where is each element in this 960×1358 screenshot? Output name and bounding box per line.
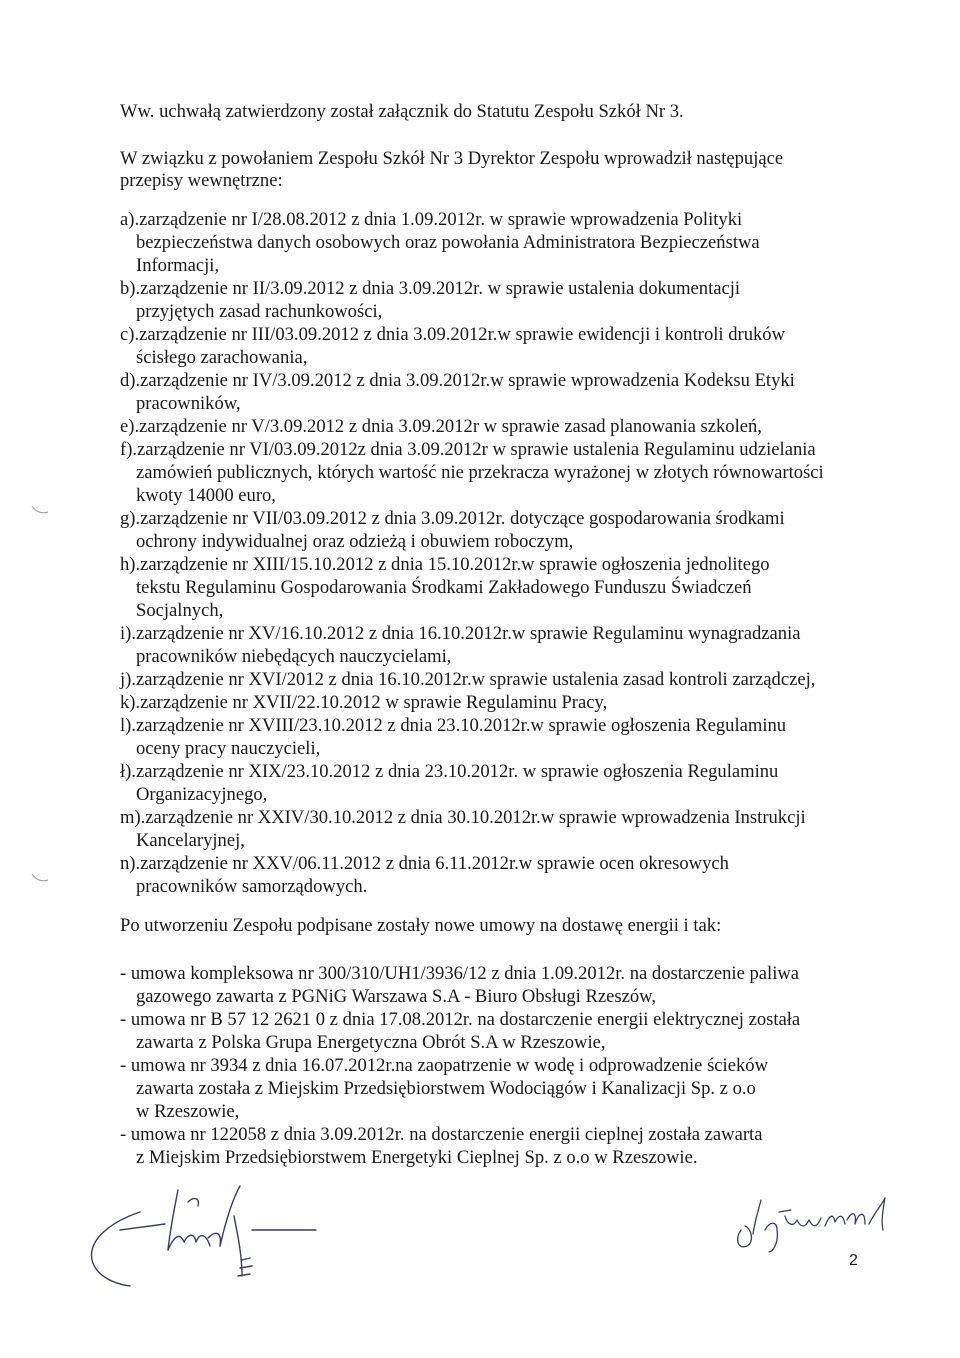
contract-item-cont: z Miejskim Przedsiębiorstwem Energetyki Cieplnej Sp. z o.o w Rzeszowie. (136, 1147, 698, 1168)
order-item-i-cont: pracowników niebędących nauczycielami, (136, 646, 452, 667)
order-item-a-cont: Informacji, (136, 255, 220, 276)
order-item-g-cont: ochrony indywidualnej oraz odzieżą i obuwiem roboczym, (136, 531, 574, 552)
order-item-a: a).zarządzenie nr I/28.08.2012 z dnia 1.09.2012r. w sprawie wprowadzenia Polityki (120, 209, 743, 230)
order-item-l-stroke-cont: Organizacyjnego, (136, 784, 268, 805)
contracts-intro: Po utworzeniu Zespołu podpisane zostały nowe umowy na dostawę energii i tak: (120, 915, 722, 936)
order-item-b-cont: przyjętych zasad rachunkowości, (136, 301, 383, 322)
order-item-m: m).zarządzenie nr XXIV/30.10.2012 z dnia 30.10.2012r.w sprawie wprowadzenia Instrukcji (120, 807, 806, 828)
order-item-h: h).zarządzenie nr XIII/15.10.2012 z dnia 15.10.2012r.w sprawie ogłoszenia jednolitego (120, 554, 770, 575)
order-item-n: n).zarządzenie nr XXV/06.11.2012 z dnia 6.11.2012r.w sprawie ocen okresowych (120, 853, 729, 874)
intro-paragraph-line: W związku z powołaniem Zespołu Szkół Nr 3 Dyrektor Zespołu wprowadził następujące (120, 148, 784, 169)
contract-item: - umowa nr B 57 12 2621 0 z dnia 17.08.2012r. na dostarczenie energii elektrycznej została (120, 1009, 801, 1030)
margin-mark (30, 868, 50, 888)
page-number: 2 (849, 1252, 858, 1269)
order-item-h-cont: tekstu Regulaminu Gospodarowania Środkami Zakładowego Funduszu Świadczeń (136, 577, 752, 598)
order-item-n-cont: pracowników samorządowych. (136, 876, 368, 897)
intro-paragraph-line: przepisy wewnętrzne: (120, 170, 283, 191)
contract-item-cont: zawarta została z Miejskim Przedsiębiorstwem Wodociągów i Kanalizacji Sp. z o.o (136, 1078, 756, 1099)
contract-item-cont: gazowego zawarta z PGNiG Warszawa S.A - Biuro Obsługi Rzeszów, (136, 986, 657, 1007)
contract-item-cont: w Rzeszowie, (136, 1101, 240, 1122)
order-item-g: g).zarządzenie nr VII/03.09.2012 z dnia 3.09.2012r. dotyczące gospodarowania środkami (120, 508, 785, 529)
intro-text: Ww. uchwałą zatwierdzony został załącznik do Statutu Zespołu Szkół Nr 3. (120, 101, 684, 122)
order-item-f: f).zarządzenie nr VI/03.09.2012z dnia 3.09.2012r w sprawie ustalenia Regulaminu udzielania (120, 439, 816, 460)
order-item-m-cont: Kancelaryjnej, (136, 830, 245, 851)
signature-left (70, 1180, 320, 1290)
contract-item: - umowa kompleksowa nr 300/310/UH1/3936/12 z dnia 1.09.2012r. na dostarczenie paliwa (120, 963, 800, 984)
order-item-b: b).zarządzenie nr II/3.09.2012 z dnia 3.09.2012r. w sprawie ustalenia dokumentacji (120, 278, 741, 299)
order-item-e: e).zarządzenie nr V/3.09.2012 z dnia 3.09.2012r w sprawie zasad planowania szkoleń, (120, 416, 762, 437)
order-item-k: k).zarządzenie nr XVII/22.10.2012 w sprawie Regulaminu Pracy, (120, 692, 608, 713)
contract-item-cont: zawarta z Polska Grupa Energetyczna Obrót S.A w Rzeszowie, (136, 1032, 606, 1053)
margin-mark (30, 500, 50, 520)
order-item-h-cont: Socjalnych, (136, 600, 224, 621)
order-item-l: l).zarządzenie nr XVIII/23.10.2012 z dnia 23.10.2012r.w sprawie ogłoszenia Regulaminu (120, 715, 787, 736)
order-item-l-stroke: ł).zarządzenie nr XIX/23.10.2012 z dnia 23.10.2012r. w sprawie ogłoszenia Regulaminu (120, 761, 779, 782)
contract-item: - umowa nr 122058 z dnia 3.09.2012r. na dostarczenie energii cieplnej została zawarta (120, 1124, 763, 1145)
order-item-f-cont: kwoty 14000 euro, (136, 485, 276, 506)
order-item-c-cont: ścisłego zarachowania, (136, 347, 308, 368)
order-item-d: d).zarządzenie nr IV/3.09.2012 z dnia 3.09.2012r.w sprawie wprowadzenia Kodeksu Etyki (120, 370, 795, 391)
order-item-c: c).zarządzenie nr III/03.09.2012 z dnia 3.09.2012r.w sprawie ewidencji i kontroli druków (120, 324, 786, 345)
order-item-a-cont: bezpieczeństwa danych osobowych oraz powołania Administratora Bezpieczeństwa (136, 232, 760, 253)
order-item-j: j).zarządzenie nr XVI/2012 z dnia 16.10.2012r.w sprawie ustalenia zasad kontroli zarządczej, (120, 669, 816, 690)
order-item-i: i).zarządzenie nr XV/16.10.2012 z dnia 16.10.2012r.w sprawie Regulaminu wynagradzania (120, 623, 801, 644)
order-item-l-cont: oceny pracy nauczycieli, (136, 738, 321, 759)
contract-item: - umowa nr 3934 z dnia 16.07.2012r.na zaopatrzenie w wodę i odprowadzenie ścieków (120, 1055, 768, 1076)
order-item-d-cont: pracowników, (136, 393, 241, 414)
signature-right (725, 1190, 925, 1260)
order-item-f-cont: zamówień publicznych, których wartość nie przekracza wyrażonej w złotych równowartości (136, 462, 824, 483)
